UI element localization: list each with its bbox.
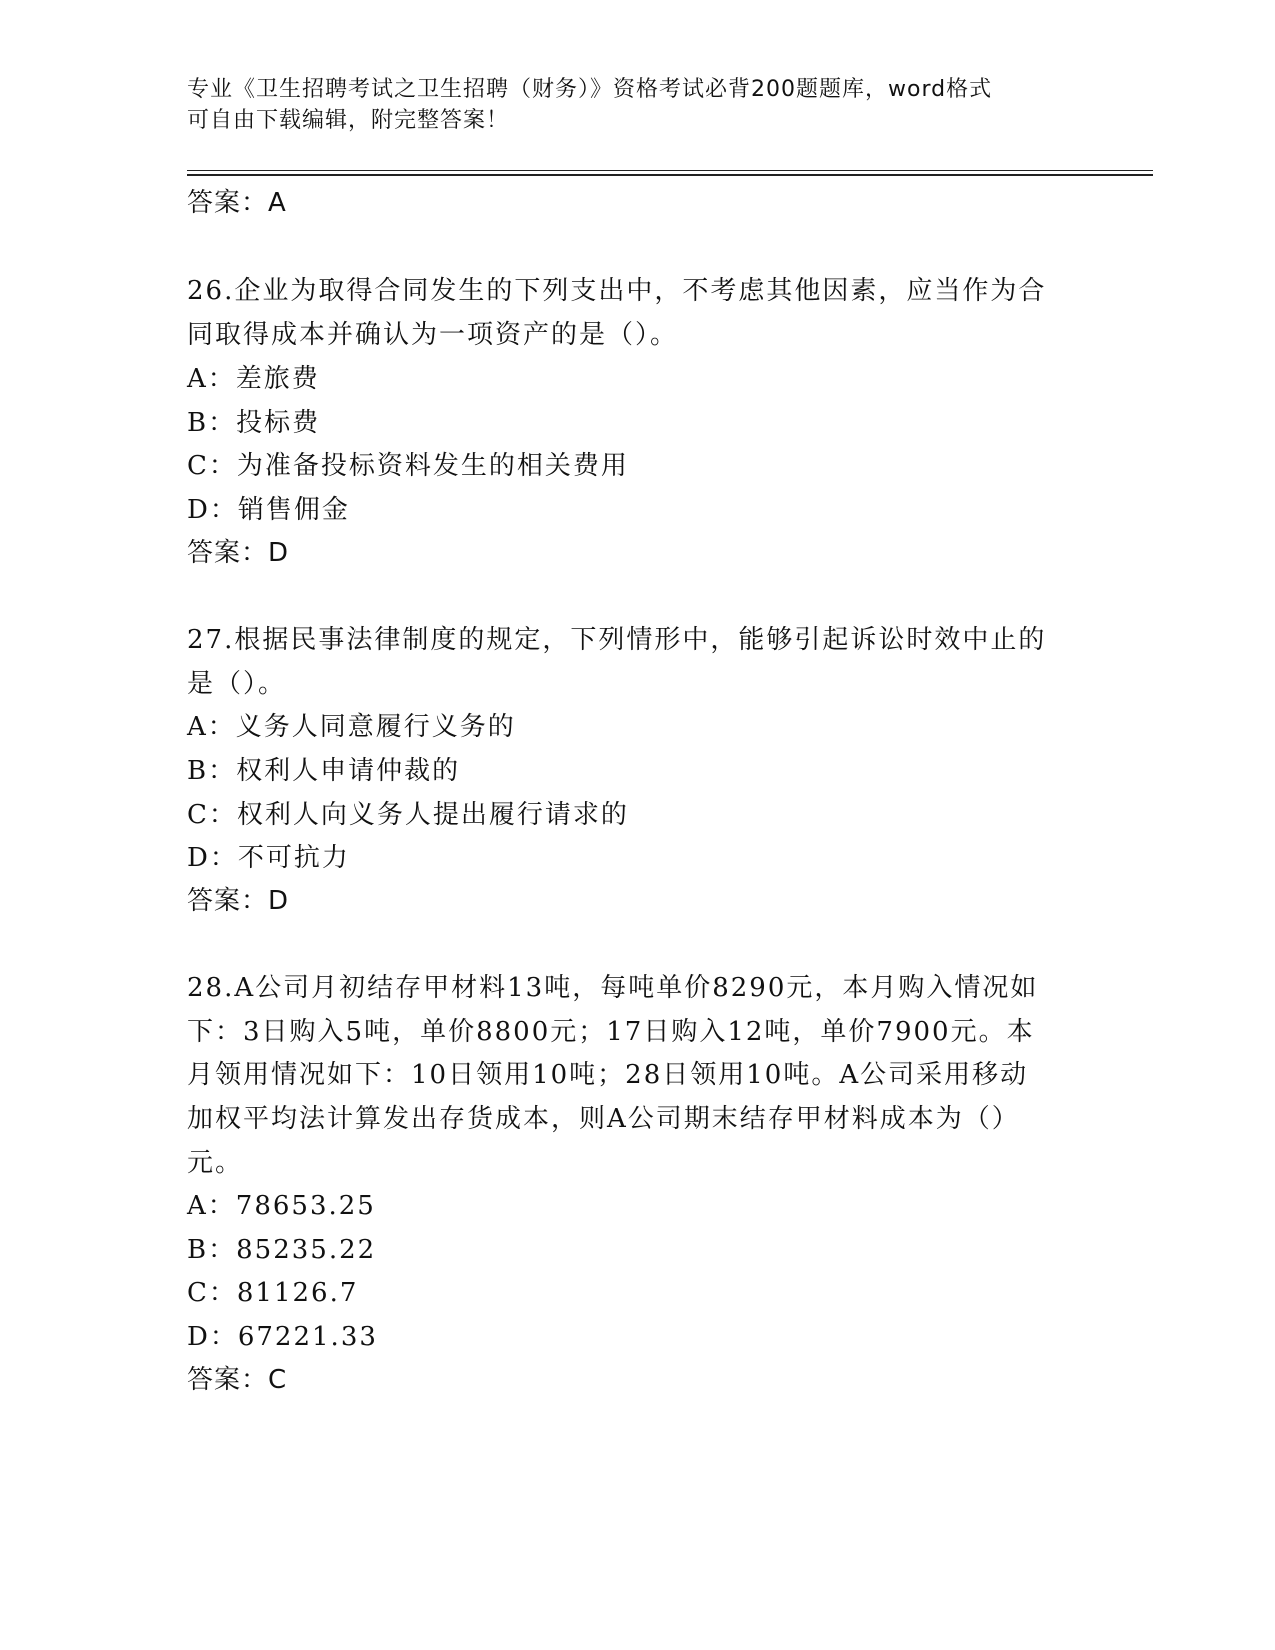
q27-stem-line-2: 是（）。 bbox=[187, 669, 287, 699]
previous-answer: 答案：A bbox=[187, 188, 287, 218]
q27-stem-line-1: 27.根据民事法律制度的规定，下列情形中，能够引起诉讼时效中止的 bbox=[187, 625, 1047, 655]
header-rule-thin bbox=[187, 170, 1153, 171]
q26-option-d: D：销售佣金 bbox=[187, 495, 350, 525]
q27-option-c: C：权利人向义务人提出履行请求的 bbox=[187, 800, 629, 830]
q26-option-a: A：差旅费 bbox=[187, 364, 320, 394]
header-line-1: 专业《卫生招聘考试之卫生招聘（财务）》资格考试必背200题题库，word格式 bbox=[187, 77, 993, 102]
q26-option-c: C：为准备投标资料发生的相关费用 bbox=[187, 451, 629, 481]
q28-stem-line-5: 元。 bbox=[187, 1148, 244, 1178]
q28-option-a: A：78653.25 bbox=[187, 1191, 376, 1221]
q28-stem-line-4: 加权平均法计算发出存货成本，则A公司期末结存甲材料成本为（） bbox=[187, 1104, 1020, 1134]
q28-option-d: D：67221.33 bbox=[187, 1322, 378, 1352]
q26-answer: 答案：D bbox=[187, 538, 290, 568]
q27-option-a: A：义务人同意履行义务的 bbox=[187, 712, 516, 742]
q28-answer: 答案：C bbox=[187, 1365, 288, 1395]
q28-stem-line-3: 月领用情况如下：10日领用10吨；28日领用10吨。A公司采用移动 bbox=[187, 1060, 1029, 1090]
q28-option-b: B：85235.22 bbox=[187, 1235, 377, 1265]
q26-option-b: B：投标费 bbox=[187, 408, 321, 438]
header-rule-thick bbox=[187, 174, 1153, 176]
q27-option-d: D：不可抗力 bbox=[187, 843, 350, 873]
header-line-2: 可自由下载编辑，附完整答案！ bbox=[187, 108, 510, 133]
q26-stem-line-2: 同取得成本并确认为一项资产的是（）。 bbox=[187, 320, 679, 350]
page-header bbox=[187, 74, 1067, 136]
q28-option-c: C：81126.7 bbox=[187, 1278, 359, 1308]
q27-option-b: B：权利人申请仲裁的 bbox=[187, 756, 461, 786]
q26-stem-line-1: 26.企业为取得合同发生的下列支出中，不考虑其他因素，应当作为合 bbox=[187, 276, 1047, 306]
q28-stem-line-1: 28.A公司月初结存甲材料13吨，每吨单价8290元，本月购入情况如 bbox=[187, 973, 1039, 1003]
q28-stem-line-2: 下：3日购入5吨，单价8800元；17日购入12吨，单价7900元。本 bbox=[187, 1017, 1035, 1047]
q27-answer: 答案：D bbox=[187, 886, 290, 916]
